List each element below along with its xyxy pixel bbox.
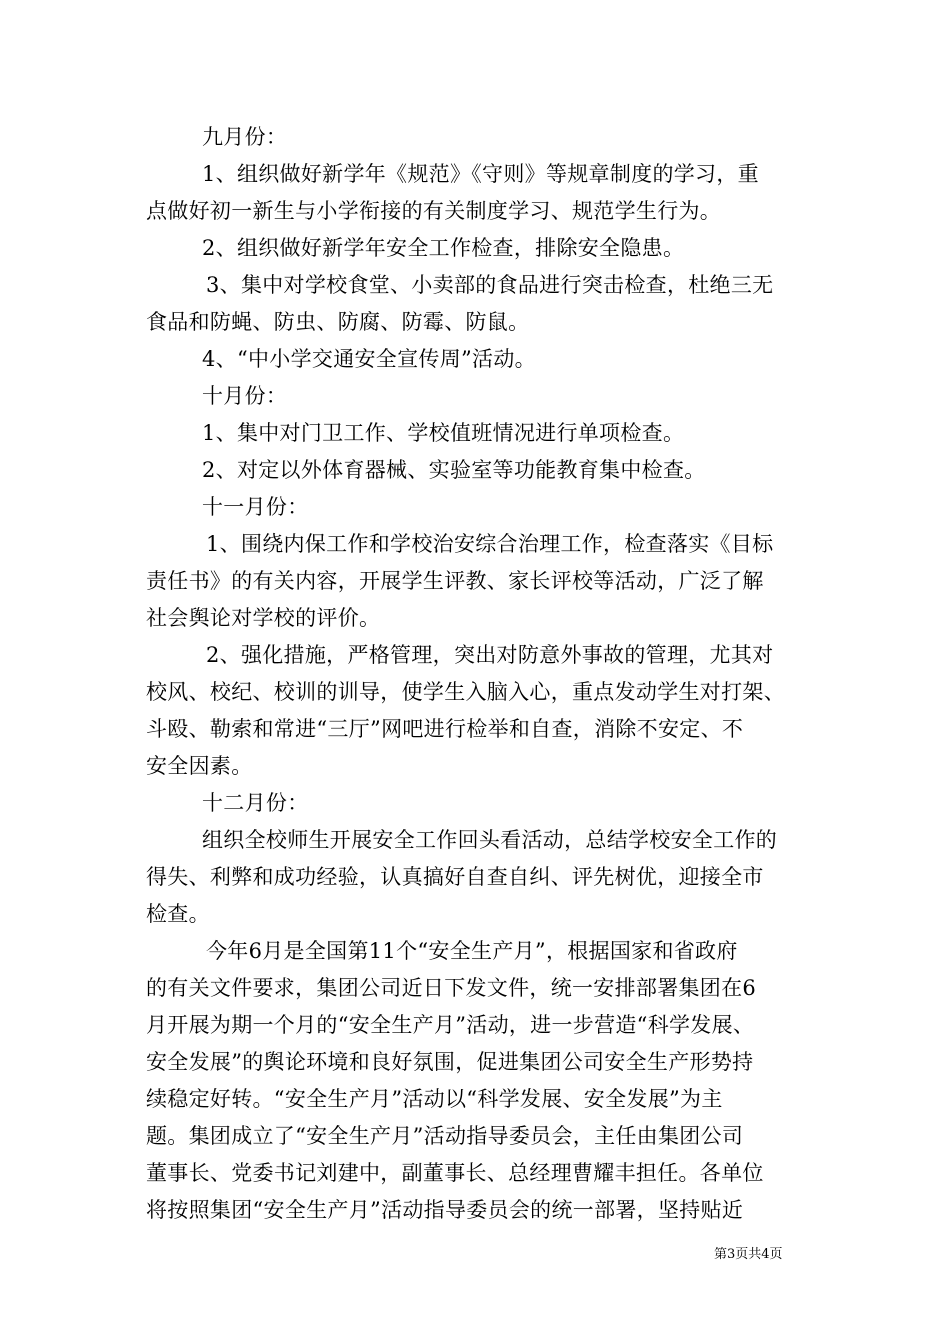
paragraph-line: 1、围绕内保工作和学校治安综合治理工作，检查落实《目标 — [206, 532, 774, 556]
paragraph-line: 校风、校纪、校训的训导，使学生入脑入心，重点发动学生对打架、 — [146, 680, 785, 704]
paragraph-line: 安全发展”的舆论环境和良好氛围，促进集团公司安全生产形势持 — [146, 1050, 754, 1074]
document-body — [146, 119, 811, 1229]
paragraph-line: 安全因素。 — [146, 754, 253, 778]
paragraph-line: 点做好初一新生与小学衔接的有关制度学习、规范学生行为。 — [146, 199, 722, 223]
paragraph-line: 2、强化措施，严格管理，突出对防意外事故的管理，尤其对 — [206, 643, 774, 667]
paragraph-line: 组织全校师生开展安全工作回头看活动，总结学校安全工作的 — [202, 828, 778, 852]
paragraph-line: 2、对定以外体育器械、实验室等功能教育集中检查。 — [202, 458, 706, 482]
paragraph-line: 社会舆论对学校的评价。 — [146, 606, 381, 630]
section-heading-december: 十二月份： — [202, 791, 309, 815]
paragraph-line: 4、“中小学交通安全宣传周”活动。 — [202, 347, 536, 371]
paragraph-line: 责任书》的有关内容，开展学生评教、家长评校等活动，广泛了解 — [146, 569, 764, 593]
paragraph-line: 食品和防蝇、防虫、防腐、防霉、防鼠。 — [146, 310, 530, 334]
paragraph-line: 的有关文件要求，集团公司近日下发文件，统一安排部署集团在6 — [146, 976, 757, 1000]
paragraph-line: 2、组织做好新学年安全工作检查，排除安全隐患。 — [202, 236, 685, 260]
paragraph-line: 将按照集团“安全生产月”活动指导委员会的统一部署，坚持贴近 — [146, 1198, 744, 1222]
paragraph-line: 得失、利弊和成功经验，认真搞好自查自纠、评先树优，迎接全市 — [146, 865, 764, 889]
paragraph-line: 1、集中对门卫工作、学校值班情况进行单项检查。 — [202, 421, 685, 445]
paragraph-line: 检查。 — [146, 902, 210, 926]
page-number-footer: 第3页共4页 — [714, 1247, 783, 1262]
section-heading-september: 九月份： — [202, 125, 288, 149]
section-heading-november: 十一月份： — [202, 495, 309, 519]
paragraph-line: 今年6月是全国第11个“安全生产月”，根据国家和省政府 — [206, 939, 738, 963]
paragraph-line: 3、集中对学校食堂、小卖部的食品进行突击检查，杜绝三无 — [206, 273, 774, 297]
section-heading-october: 十月份： — [202, 384, 288, 408]
paragraph-line: 1、组织做好新学年《规范》《守则》等规章制度的学习，重 — [202, 162, 759, 186]
paragraph-line: 斗殴、勒索和常进“三厅”网吧进行检举和自查，消除不安定、不 — [146, 717, 744, 741]
paragraph-line: 题。集团成立了“安全生产月”活动指导委员会，主任由集团公司 — [146, 1124, 744, 1148]
paragraph-line: 董事长、党委书记刘建中，副董事长、总经理曹耀丰担任。各单位 — [146, 1161, 764, 1185]
paragraph-line: 月开展为期一个月的“安全生产月”活动，进一步营造“科学发展、 — [146, 1013, 755, 1037]
paragraph-line: 续稳定好转。“安全生产月”活动以“科学发展、安全发展”为主 — [146, 1087, 723, 1111]
